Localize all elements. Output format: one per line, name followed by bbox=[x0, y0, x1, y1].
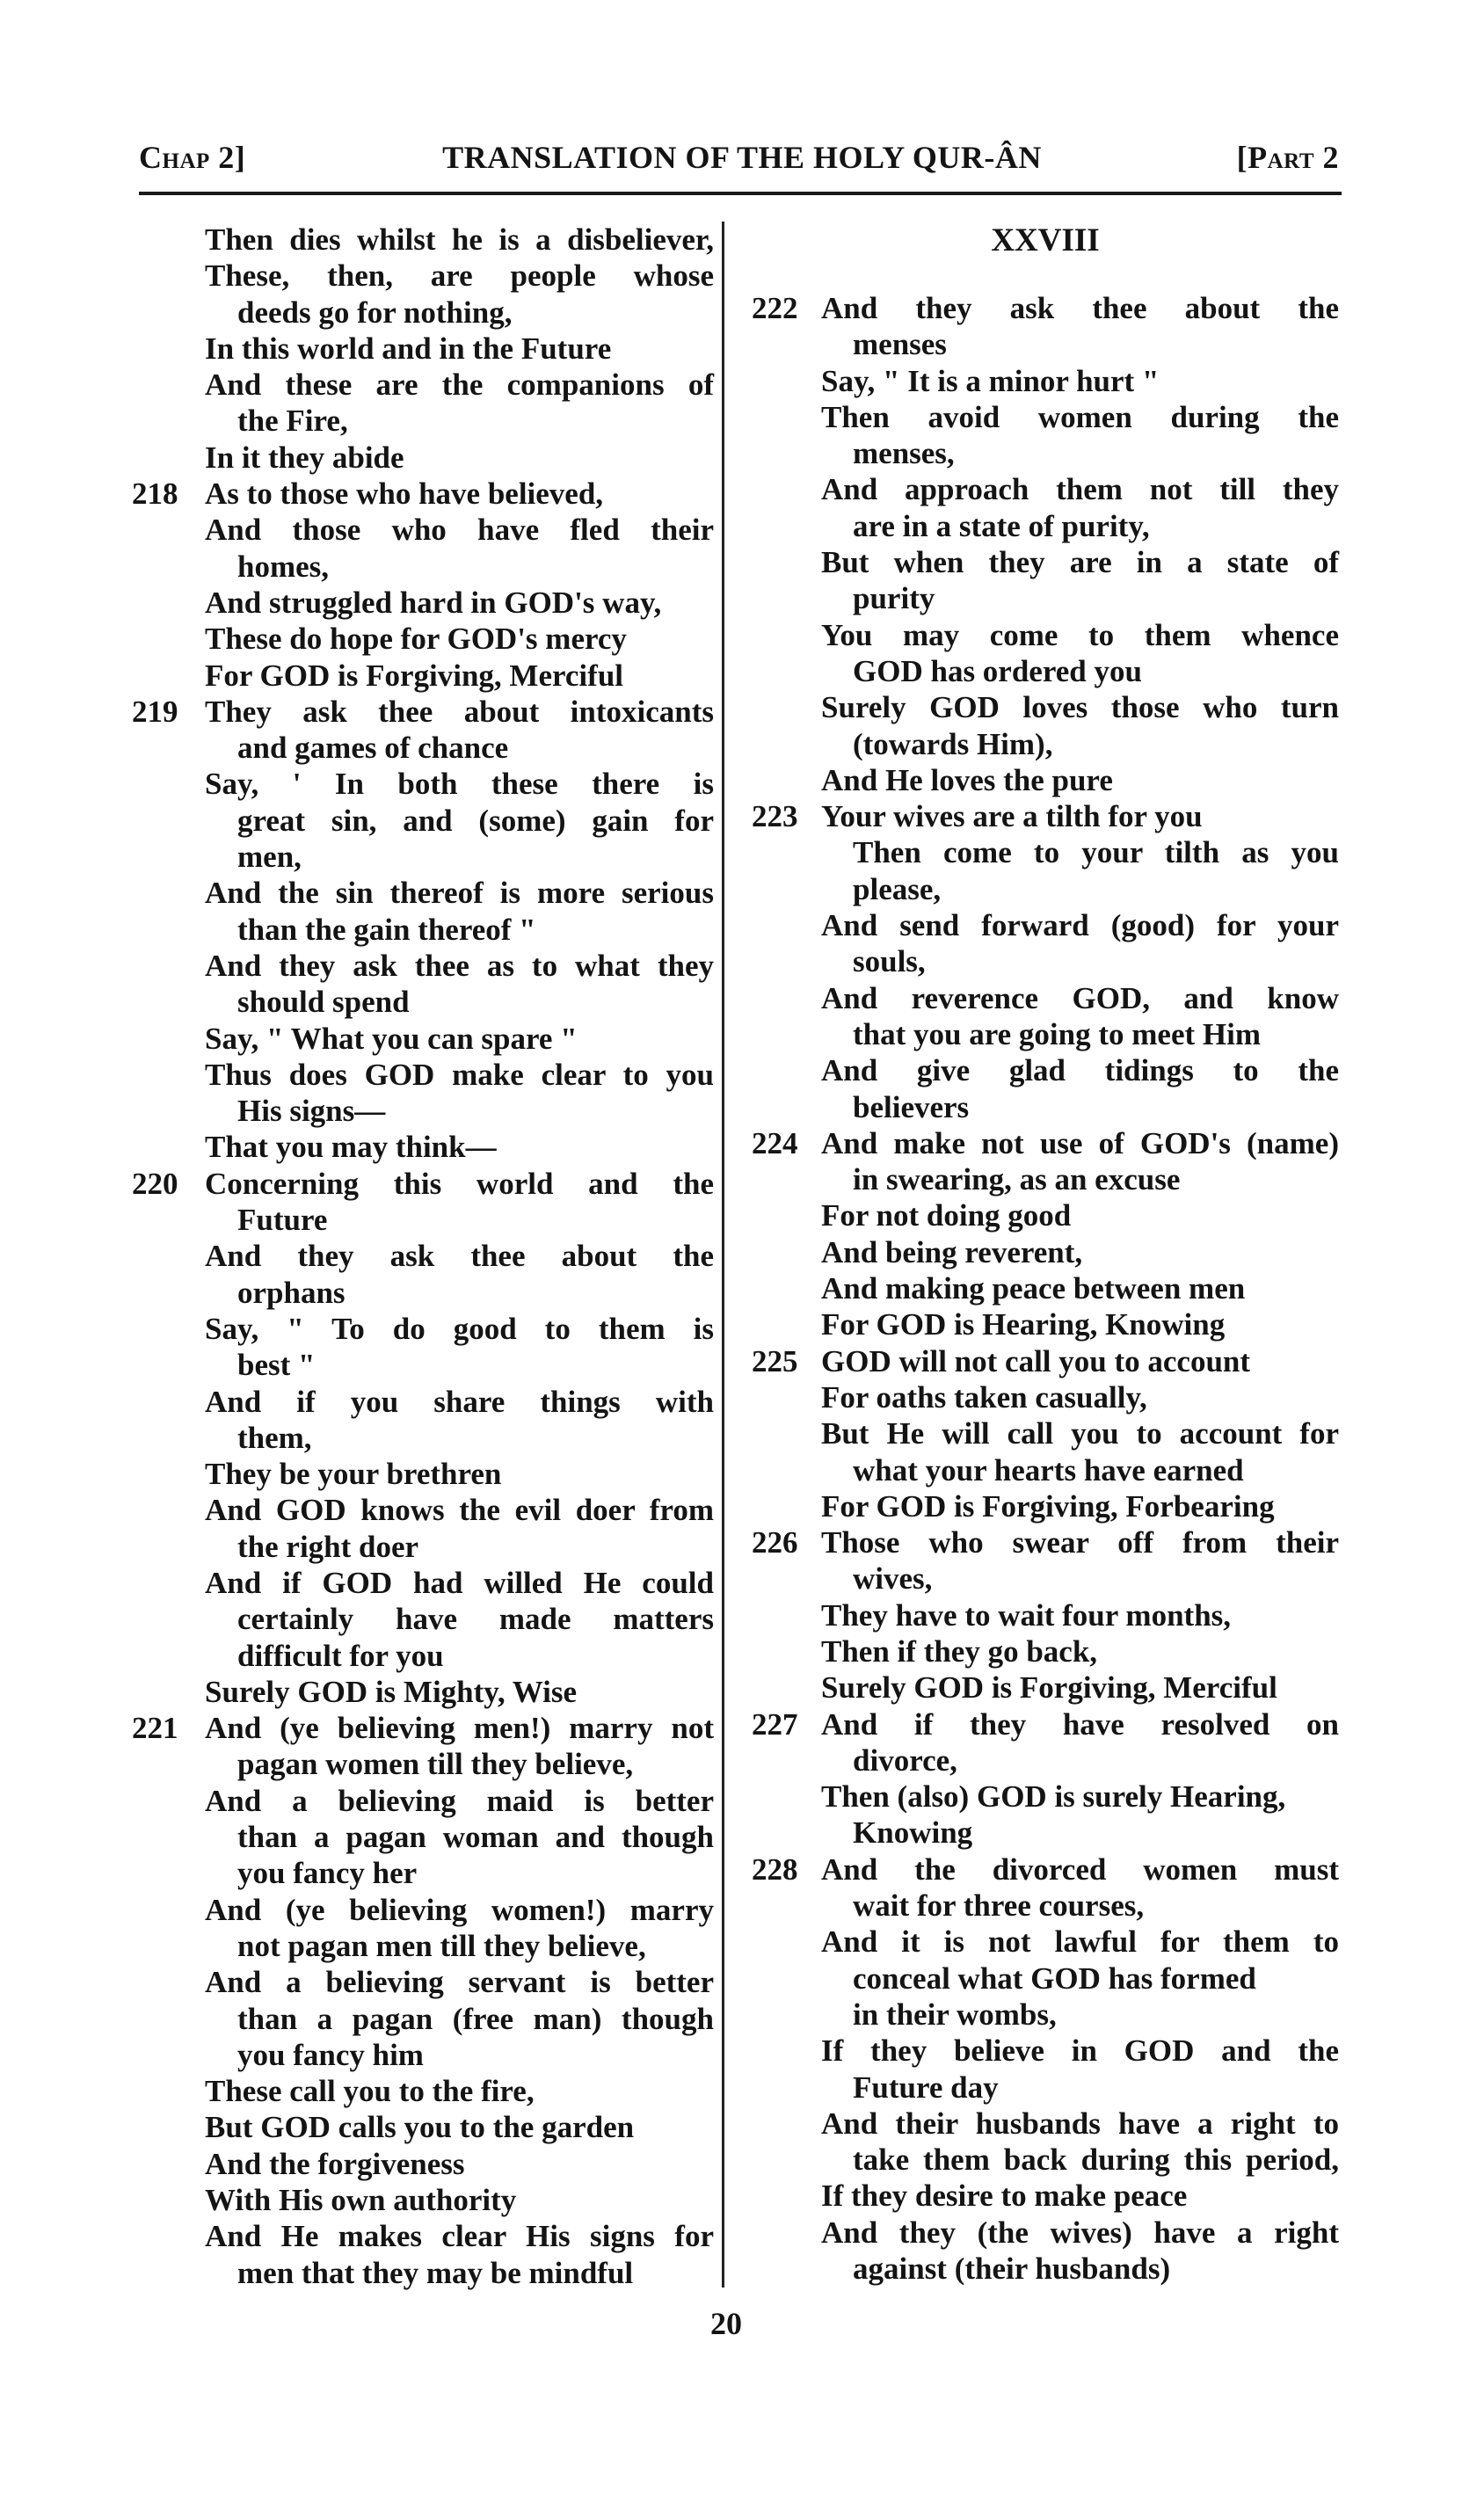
text-line bbox=[132, 2001, 714, 2037]
line-text: Then (also) GOD is surely Hearing, bbox=[821, 1779, 1286, 1815]
line-text: And the sin thereof is more serious bbox=[205, 876, 714, 911]
text-line bbox=[752, 471, 1339, 507]
text-line bbox=[752, 2178, 1339, 2214]
line-text: And a believing servant is better bbox=[205, 1965, 714, 2000]
text-line bbox=[752, 1161, 1339, 1197]
line-text: And if you share things with bbox=[205, 1384, 714, 1419]
text-line bbox=[132, 948, 714, 984]
line-text: As to those who have believed, bbox=[205, 476, 604, 512]
text-line bbox=[752, 1379, 1339, 1415]
text-line bbox=[132, 1492, 714, 1528]
verse-line bbox=[752, 290, 1339, 326]
line-text: should spend bbox=[237, 985, 410, 1020]
text-line bbox=[132, 1129, 714, 1165]
line-text: orphans bbox=[237, 1275, 346, 1310]
text-line bbox=[752, 1197, 1339, 1233]
text-line bbox=[132, 1057, 714, 1093]
line-text: you fancy him bbox=[237, 2037, 424, 2072]
line-text: Knowing bbox=[853, 1815, 973, 1851]
text-line bbox=[132, 730, 714, 766]
line-text: For GOD is Hearing, Knowing bbox=[821, 1307, 1226, 1342]
line-text: Say, " It is a minor hurt " bbox=[821, 363, 1160, 398]
text-line bbox=[752, 907, 1339, 943]
text-line bbox=[752, 871, 1339, 907]
line-text: And give glad tidings to the bbox=[821, 1053, 1339, 1088]
text-line bbox=[752, 1742, 1339, 1779]
text-line bbox=[132, 1275, 714, 1311]
text-line bbox=[132, 803, 714, 839]
line-text: you fancy her bbox=[237, 1856, 418, 1891]
line-text: Thus does GOD make clear to you bbox=[205, 1057, 714, 1092]
text-line bbox=[132, 912, 714, 948]
text-line bbox=[132, 875, 714, 911]
verse-number: 226 bbox=[752, 1525, 798, 1560]
text-line bbox=[132, 1674, 714, 1710]
line-text: against (their husbands) bbox=[853, 2251, 1171, 2287]
text-line bbox=[752, 2033, 1339, 2069]
text-line bbox=[752, 1306, 1339, 1342]
text-line bbox=[752, 1597, 1339, 1633]
line-text: They ask thee about intoxicants bbox=[205, 694, 714, 729]
line-text: And He loves the pure bbox=[821, 762, 1113, 797]
text-line bbox=[132, 1311, 714, 1347]
line-text: Surely GOD is Mighty, Wise bbox=[205, 1674, 577, 1709]
line-text: They have to wait four months, bbox=[821, 1597, 1232, 1633]
line-text: are in a state of purity, bbox=[853, 508, 1150, 543]
line-text: GOD has ordered you bbox=[853, 653, 1142, 688]
line-text: And they ask thee about the bbox=[205, 1239, 714, 1274]
verse-number: 218 bbox=[132, 476, 178, 512]
verse-line bbox=[752, 1343, 1339, 1379]
text-line bbox=[752, 1016, 1339, 1052]
text-line bbox=[132, 2218, 714, 2254]
section-heading: XXVIII bbox=[991, 222, 1100, 258]
line-text: And making peace between men bbox=[821, 1271, 1246, 1306]
line-text: not pagan men till they believe, bbox=[237, 1928, 646, 1963]
line-text: For GOD is Forgiving, Merciful bbox=[205, 658, 624, 693]
text-line bbox=[132, 766, 714, 802]
line-text: Then avoid women during the bbox=[821, 399, 1339, 434]
text-line bbox=[752, 980, 1339, 1016]
text-line bbox=[132, 2073, 714, 2109]
line-text: please, bbox=[853, 871, 942, 906]
line-text: But He will call you to account for bbox=[821, 1416, 1339, 1451]
text-line bbox=[132, 1202, 714, 1238]
text-line bbox=[132, 2146, 714, 2182]
text-line bbox=[752, 1633, 1339, 1669]
text-line bbox=[752, 508, 1339, 544]
line-text: And the forgiveness bbox=[205, 2146, 465, 2181]
line-text: These call you to the fire, bbox=[205, 2074, 535, 2109]
line-text: Then come to your tilth as you bbox=[853, 835, 1339, 870]
line-text: And those who have fled their bbox=[205, 513, 714, 548]
text-line bbox=[752, 2142, 1339, 2178]
text-line bbox=[752, 580, 1339, 616]
text-line bbox=[752, 726, 1339, 762]
text-line bbox=[752, 399, 1339, 435]
text-line bbox=[132, 258, 714, 294]
verse-line bbox=[752, 1706, 1339, 1742]
line-text: And their husbands have a right to bbox=[821, 2106, 1339, 2141]
line-text: With His own authority bbox=[205, 2183, 517, 2218]
verse-line bbox=[752, 798, 1339, 834]
verse-line bbox=[132, 1166, 714, 1202]
line-text: deeds go for nothing, bbox=[237, 295, 513, 330]
line-text: (towards Him), bbox=[853, 726, 1053, 761]
text-line bbox=[132, 1420, 714, 1456]
text-line bbox=[752, 834, 1339, 870]
text-line bbox=[132, 658, 714, 694]
verse-number: 224 bbox=[752, 1125, 798, 1160]
line-text: And the divorced women must bbox=[821, 1851, 1339, 1887]
text-line bbox=[752, 2106, 1339, 2142]
line-text: and games of chance bbox=[237, 731, 509, 766]
text-line bbox=[752, 544, 1339, 580]
line-text: in swearing, as an excuse bbox=[853, 1162, 1181, 1197]
text-line bbox=[132, 1601, 714, 1637]
line-text: take them back during this period, bbox=[853, 2142, 1339, 2178]
line-text: And it is not lawful for them to bbox=[821, 1924, 1339, 1960]
text-line bbox=[132, 2182, 714, 2218]
line-text: His signs— bbox=[237, 1094, 386, 1129]
line-text: And GOD knows the evil doer from bbox=[205, 1493, 714, 1528]
line-text: purity bbox=[853, 581, 935, 616]
line-text: Then if they go back, bbox=[821, 1633, 1098, 1669]
line-text: in their wombs, bbox=[853, 1997, 1057, 2032]
text-line bbox=[752, 1888, 1339, 1924]
verse-number: 222 bbox=[752, 291, 798, 325]
line-text: And being reverent, bbox=[821, 1234, 1083, 1269]
text-line bbox=[752, 1924, 1339, 1960]
verse-number: 227 bbox=[752, 1706, 798, 1742]
text-line bbox=[132, 295, 714, 331]
line-text: And they (the wives) have a right bbox=[821, 2215, 1339, 2250]
line-text: than the gain thereof " bbox=[237, 912, 536, 947]
line-text: wives, bbox=[853, 1561, 933, 1597]
text-line bbox=[132, 1529, 714, 1565]
text-line bbox=[132, 839, 714, 875]
text-line bbox=[752, 2251, 1339, 2287]
verse-line bbox=[132, 694, 714, 730]
line-text: And a believing maid is better bbox=[205, 1783, 714, 1818]
line-text: And struggled hard in GOD's way, bbox=[205, 585, 662, 620]
running-head-chapter: Chap 2] bbox=[139, 140, 246, 175]
line-text: that you are going to meet Him bbox=[853, 1016, 1262, 1051]
line-text: men that they may be mindful bbox=[237, 2255, 634, 2290]
text-line bbox=[752, 1997, 1339, 2033]
text-line bbox=[132, 1347, 714, 1383]
line-text: And if they have resolved on bbox=[821, 1706, 1339, 1742]
line-text: And reverence GOD, and know bbox=[821, 980, 1339, 1015]
text-line bbox=[752, 689, 1339, 725]
column-divider bbox=[722, 222, 724, 2288]
text-line bbox=[132, 1783, 714, 1819]
line-text: homes, bbox=[237, 549, 330, 584]
line-text: Say, " What you can spare " bbox=[205, 1021, 578, 1056]
line-text: certainly have made matters bbox=[237, 1602, 714, 1637]
verse-line bbox=[752, 1524, 1339, 1560]
line-text: souls, bbox=[853, 944, 926, 979]
line-text: wait for three courses, bbox=[853, 1888, 1145, 1924]
text-line bbox=[752, 1089, 1339, 1125]
line-text: And (ye believing women!) marry bbox=[205, 1892, 714, 1927]
text-line bbox=[132, 512, 714, 548]
line-text: best " bbox=[237, 1348, 316, 1383]
text-line bbox=[132, 1565, 714, 1601]
text-line bbox=[132, 222, 714, 258]
text-line bbox=[132, 2255, 714, 2291]
line-text: Concerning this world and the bbox=[205, 1166, 714, 1201]
line-text: For GOD is Forgiving, Forbearing bbox=[821, 1488, 1275, 1524]
text-line bbox=[752, 326, 1339, 362]
text-line bbox=[752, 363, 1339, 399]
line-text: conceal what GOD has formed bbox=[853, 1960, 1256, 1996]
line-text: And send forward (good) for your bbox=[821, 908, 1339, 943]
verse-line bbox=[132, 1710, 714, 1746]
running-head-part: [Part 2 bbox=[1236, 140, 1339, 175]
text-line bbox=[132, 1638, 714, 1674]
verse-line bbox=[752, 1125, 1339, 1161]
line-text: difficult for you bbox=[237, 1638, 444, 1673]
line-text: In this world and in the Future bbox=[205, 331, 612, 366]
text-line bbox=[752, 943, 1339, 979]
line-text: These do hope for GOD's mercy bbox=[205, 622, 627, 657]
text-line bbox=[132, 1093, 714, 1129]
line-text: Surely GOD is Forgiving, Merciful bbox=[821, 1670, 1277, 1706]
text-line bbox=[132, 1021, 714, 1057]
line-text: For oaths taken casually, bbox=[821, 1379, 1147, 1415]
line-text: them, bbox=[237, 1420, 312, 1455]
line-text: In it they abide bbox=[205, 440, 404, 475]
line-text: You may come to them whence bbox=[821, 617, 1339, 652]
line-text: divorce, bbox=[853, 1742, 957, 1778]
text-line bbox=[752, 1960, 1339, 1997]
text-line bbox=[132, 549, 714, 585]
line-text: men, bbox=[237, 840, 302, 875]
text-line bbox=[132, 1746, 714, 1782]
line-text: menses, bbox=[853, 436, 955, 471]
line-text: GOD will not call you to account bbox=[821, 1343, 1251, 1378]
text-line bbox=[132, 585, 714, 621]
text-line bbox=[132, 1928, 714, 1964]
text-line bbox=[752, 1669, 1339, 1706]
line-text: And they ask thee as to what they bbox=[205, 948, 714, 983]
text-line bbox=[132, 1238, 714, 1274]
text-line bbox=[752, 617, 1339, 653]
line-text: Future bbox=[237, 1203, 328, 1238]
text-line bbox=[752, 1815, 1339, 1851]
line-text: These, then, are people whose bbox=[205, 258, 714, 294]
verse-line bbox=[132, 476, 714, 512]
line-text: But GOD calls you to the garden bbox=[205, 2110, 635, 2145]
line-text: pagan women till they believe, bbox=[237, 1747, 634, 1782]
text-line bbox=[752, 1234, 1339, 1270]
left-column bbox=[132, 222, 714, 2291]
line-text: For not doing good bbox=[821, 1198, 1072, 1233]
text-line bbox=[132, 1819, 714, 1855]
line-text: They be your brethren bbox=[205, 1457, 502, 1492]
line-text: than a pagan (free man) though bbox=[237, 2001, 714, 2036]
text-line bbox=[132, 1964, 714, 2000]
text-line bbox=[752, 1779, 1339, 1815]
text-line bbox=[132, 440, 714, 476]
text-line bbox=[132, 2037, 714, 2073]
text-line bbox=[132, 1456, 714, 1492]
line-text: And they ask thee about the bbox=[821, 291, 1339, 325]
page-number: 20 bbox=[710, 2306, 742, 2341]
line-text: the right doer bbox=[237, 1529, 419, 1564]
verse-number: 228 bbox=[752, 1851, 798, 1887]
line-text: great sin, and (some) gain for bbox=[237, 803, 714, 838]
text-line bbox=[132, 1892, 714, 1928]
line-text: than a pagan woman and though bbox=[237, 1820, 714, 1855]
text-line bbox=[752, 1488, 1339, 1524]
text-line bbox=[132, 621, 714, 657]
text-line bbox=[132, 2109, 714, 2145]
verse-number: 225 bbox=[752, 1343, 798, 1378]
text-line bbox=[132, 403, 714, 439]
line-text: Say, ' In both these there is bbox=[205, 767, 714, 802]
line-text: the Fire, bbox=[237, 404, 348, 439]
text-line bbox=[132, 367, 714, 403]
line-text: Surely GOD loves those who turn bbox=[821, 690, 1339, 725]
text-line bbox=[752, 1560, 1339, 1597]
line-text: And these are the companions of bbox=[205, 367, 714, 403]
line-text: If they believe in GOD and the bbox=[821, 2033, 1339, 2069]
text-line bbox=[752, 435, 1339, 471]
line-text: And (ye believing men!) marry not bbox=[205, 1711, 714, 1746]
line-text: Those who swear off from their bbox=[821, 1525, 1339, 1560]
line-text: That you may think— bbox=[205, 1130, 497, 1165]
line-text: And if GOD had willed He could bbox=[205, 1565, 714, 1600]
text-line bbox=[752, 1052, 1339, 1088]
line-text: what your hearts have earned bbox=[853, 1452, 1244, 1488]
text-line bbox=[752, 1270, 1339, 1306]
line-text: And make not use of GOD's (name) bbox=[821, 1125, 1339, 1160]
text-line bbox=[752, 1415, 1339, 1451]
text-line bbox=[752, 762, 1339, 798]
running-head-title: TRANSLATION OF THE HOLY QUR-ÂN bbox=[442, 140, 1042, 175]
line-text: And approach them not till they bbox=[821, 472, 1339, 507]
verse-number: 221 bbox=[132, 1711, 178, 1746]
text-line bbox=[132, 331, 714, 367]
line-text: Your wives are a tilth for you bbox=[821, 799, 1203, 834]
header-rule bbox=[139, 192, 1342, 195]
verse-number: 223 bbox=[752, 799, 798, 834]
line-text: If they desire to make peace bbox=[821, 2179, 1188, 2214]
text-line bbox=[132, 984, 714, 1020]
text-line bbox=[132, 1384, 714, 1420]
right-column bbox=[752, 290, 1339, 2287]
line-text: But when they are in a state of bbox=[821, 545, 1339, 580]
line-text: menses bbox=[853, 327, 947, 362]
text-line bbox=[752, 2069, 1339, 2106]
text-line bbox=[752, 653, 1339, 689]
line-text: Then dies whilst he is a disbeliever, bbox=[205, 222, 714, 257]
text-line bbox=[132, 1855, 714, 1891]
verse-number: 220 bbox=[132, 1166, 178, 1201]
line-text: Future day bbox=[853, 2069, 999, 2105]
verse-line bbox=[752, 1851, 1339, 1888]
line-text: And He makes clear His signs for bbox=[205, 2219, 714, 2254]
verse-number: 219 bbox=[132, 694, 178, 729]
text-line bbox=[752, 1452, 1339, 1488]
line-text: Say, " To do good to them is bbox=[205, 1311, 714, 1346]
text-line bbox=[752, 2215, 1339, 2251]
line-text: believers bbox=[853, 1089, 970, 1124]
